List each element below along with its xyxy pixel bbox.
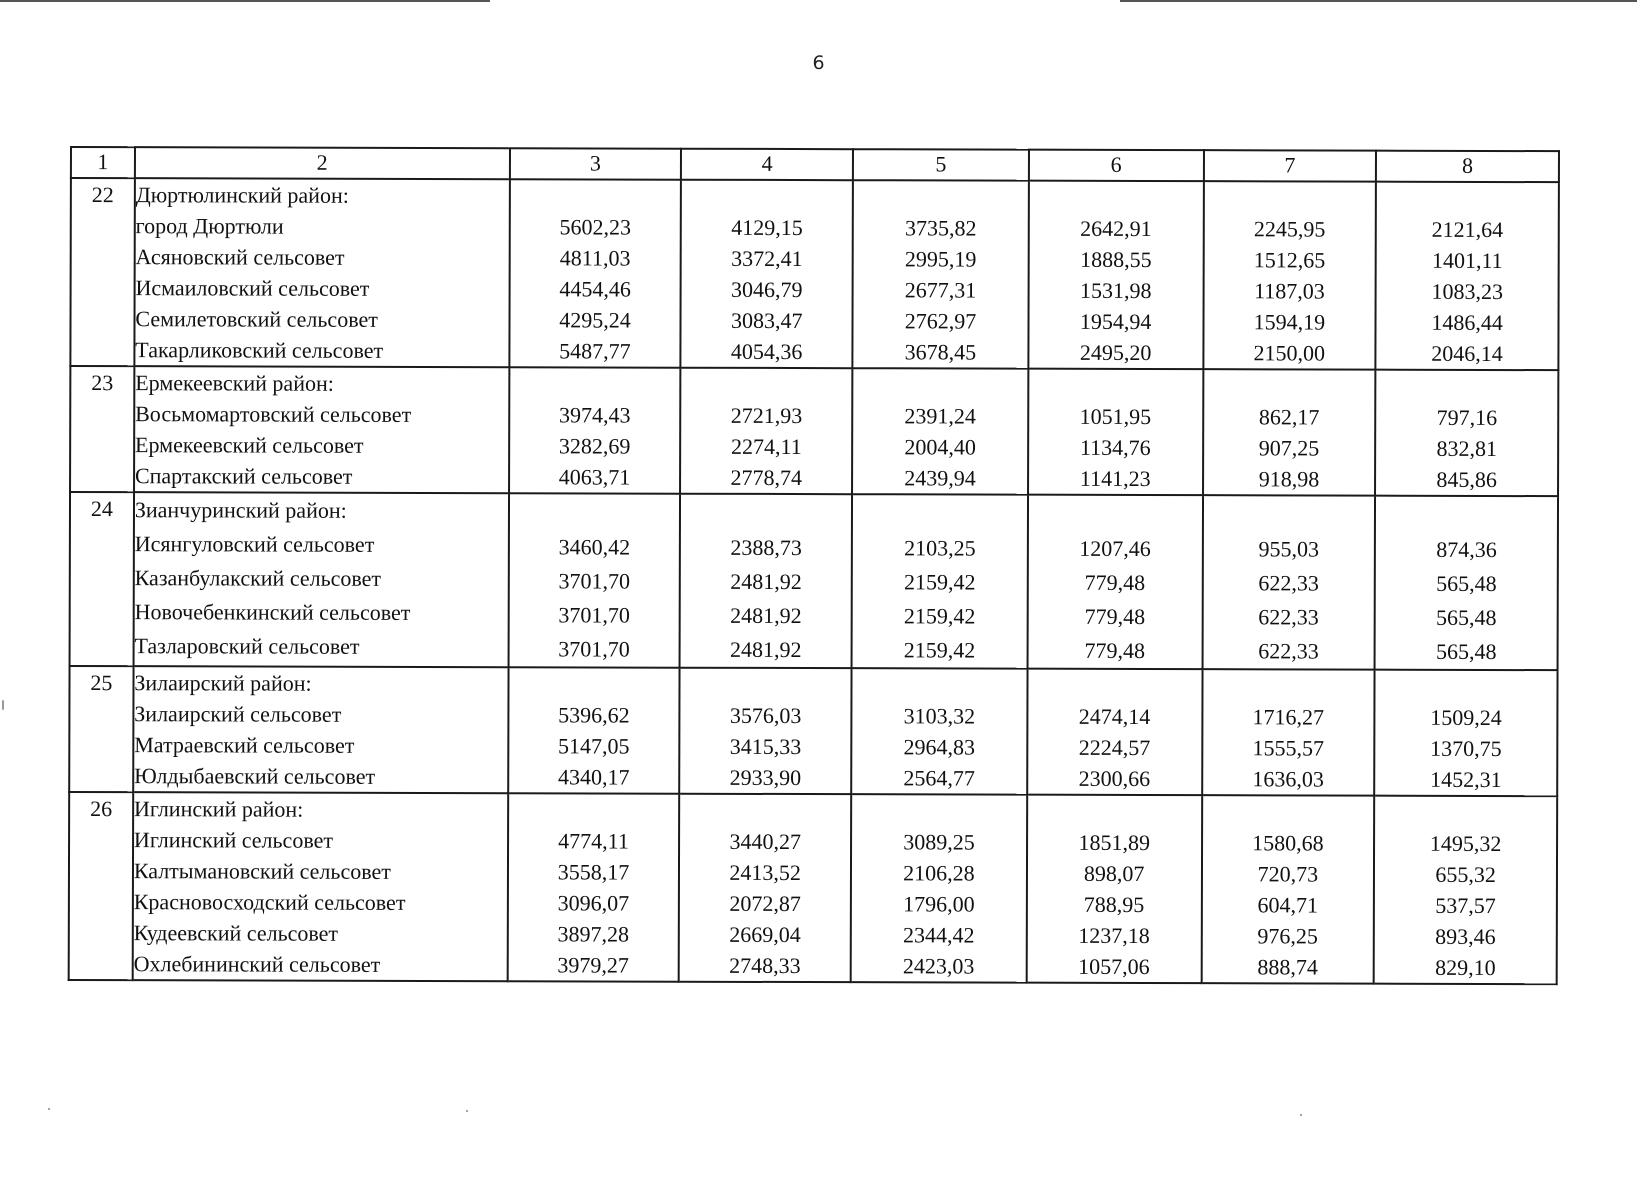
value: 565,48 <box>1436 604 1497 630</box>
value: 5396,62 <box>558 702 630 728</box>
value: 2778,74 <box>730 464 803 491</box>
value: 1495,32 <box>1429 830 1502 856</box>
row-number: 26 <box>69 792 133 980</box>
value: 1954,94 <box>1079 308 1152 335</box>
value: 874,36 <box>1436 536 1497 562</box>
column-header: 7 <box>1203 150 1376 181</box>
value: 1083,23 <box>1431 278 1504 305</box>
value: 4811,03 <box>559 245 631 271</box>
value: 1888,55 <box>1080 246 1152 273</box>
value: 5602,23 <box>559 214 632 240</box>
district-group-row <box>70 492 1558 670</box>
value: 918,98 <box>1258 466 1320 492</box>
value: 3089,25 <box>903 829 975 855</box>
column-header: 6 <box>1029 150 1204 181</box>
value: 862,17 <box>1258 404 1320 430</box>
value-cell-col-8 <box>1374 796 1557 985</box>
value-cell-col-7 <box>1201 795 1374 983</box>
value: 1051,95 <box>1079 403 1152 430</box>
value: 829,10 <box>1435 954 1496 980</box>
value: 2388,73 <box>730 534 802 561</box>
value: 3460,42 <box>558 534 631 560</box>
scan-edge-line-left <box>0 0 490 2</box>
value-cell-col-6 <box>1026 795 1201 983</box>
row-number: 25 <box>69 666 133 792</box>
page-number: 6 <box>812 52 825 74</box>
value: 2748,33 <box>729 952 801 979</box>
value-cell-col-4 <box>680 668 852 794</box>
settlement-name: Асяновский сельсовет <box>135 244 345 270</box>
value: 1486,44 <box>1431 309 1503 336</box>
value: 3372,41 <box>731 245 803 272</box>
value: 2150,00 <box>1253 340 1326 366</box>
settlement-name: Калтымановский сельсовет <box>133 858 391 884</box>
value: 3415,33 <box>729 733 802 760</box>
value-cell-col-8 <box>1374 670 1557 797</box>
value: 3096,07 <box>557 890 630 916</box>
value: 1134,76 <box>1079 434 1151 461</box>
value: 4295,24 <box>559 307 631 333</box>
value-cell-col-3 <box>509 367 681 493</box>
column-header: 1 <box>71 147 135 178</box>
value: 1796,00 <box>903 891 975 917</box>
value: 2121,64 <box>1431 216 1504 243</box>
value: 1580,68 <box>1252 830 1324 856</box>
settlement-name: Иглинский сельсовет <box>133 827 334 853</box>
value-cell-col-3 <box>508 667 680 793</box>
value: 1531,98 <box>1079 277 1152 304</box>
settlement-name: Юлдыбаевский сельсовет <box>134 763 376 789</box>
value: 1636,03 <box>1252 766 1324 792</box>
value: 1237,18 <box>1078 922 1150 949</box>
value: 622,33 <box>1258 638 1319 664</box>
value: 2344,42 <box>902 922 975 948</box>
value: 537,57 <box>1435 892 1496 918</box>
column-header: 3 <box>510 148 682 179</box>
value: 1594,19 <box>1253 309 1326 335</box>
district-group-row <box>70 366 1558 496</box>
value: 3046,79 <box>731 276 803 303</box>
settlement-name: Охлебининский сельсовет <box>133 951 381 977</box>
value: 2413,52 <box>729 859 801 886</box>
value: 2642,91 <box>1080 215 1152 242</box>
settlement-name: Исмаиловский сельсовет <box>135 275 370 301</box>
settlement-name: Красновосходский сельсовет <box>133 889 406 915</box>
value: 2224,57 <box>1078 734 1151 761</box>
names-cell <box>133 792 508 981</box>
value: 3576,03 <box>729 702 802 729</box>
district-group-row <box>69 666 1557 796</box>
data-table <box>68 146 1560 985</box>
value: 3083,47 <box>730 307 803 334</box>
scan-speck <box>1300 1114 1302 1116</box>
value: 2004,40 <box>904 434 976 460</box>
value: 888,74 <box>1257 954 1318 980</box>
names-cell <box>133 492 508 667</box>
value: 622,33 <box>1258 570 1319 596</box>
value: 1370,75 <box>1430 735 1502 762</box>
value: 720,73 <box>1257 861 1319 887</box>
value: 797,16 <box>1436 404 1498 430</box>
value: 565,48 <box>1436 570 1497 596</box>
value: 2474,14 <box>1078 703 1151 730</box>
scan-speck <box>2 700 4 710</box>
settlement-name: Семилетовский сельсовет <box>135 306 378 332</box>
value: 1141,23 <box>1079 465 1151 492</box>
value: 622,33 <box>1258 604 1319 630</box>
settlement-name: Восьмомартовский сельсовет <box>135 401 412 427</box>
header-row <box>71 147 1559 182</box>
value: 907,25 <box>1258 435 1320 461</box>
value-cell-col-7 <box>1202 669 1375 795</box>
value-cell-col-3 <box>509 179 681 367</box>
settlement-name: город Дюртюли <box>135 213 284 239</box>
row-number: 24 <box>70 492 134 666</box>
scan-speck <box>48 1108 50 1110</box>
value-cell-col-6 <box>1028 181 1203 369</box>
names-cell <box>134 366 509 493</box>
value-cell-col-8 <box>1375 370 1558 497</box>
value: 893,46 <box>1435 923 1496 949</box>
settlement-name: Такарликовский сельсовет <box>135 337 384 363</box>
value: 4454,46 <box>559 276 631 302</box>
value-cell-col-5 <box>852 494 1028 668</box>
value: 3103,32 <box>903 703 976 729</box>
settlement-name: Зилаирский сельсовет <box>134 701 342 727</box>
value: 2300,66 <box>1078 765 1151 792</box>
value: 2964,83 <box>903 734 976 760</box>
value-cell-col-3 <box>508 493 680 667</box>
value: 2046,14 <box>1431 340 1503 367</box>
value: 4054,36 <box>730 338 803 365</box>
value: 898,07 <box>1083 860 1145 887</box>
value: 3701,70 <box>558 602 630 628</box>
value: 955,03 <box>1258 536 1320 562</box>
value: 2481,92 <box>730 636 802 663</box>
column-header: 5 <box>853 149 1029 180</box>
value: 2762,97 <box>904 308 977 334</box>
district-title: Зилаирский район: <box>134 670 312 696</box>
value: 3897,28 <box>557 921 630 947</box>
value: 3979,27 <box>557 952 629 978</box>
value: 3701,70 <box>558 636 630 662</box>
settlement-name: Кудеевский сельсовет <box>133 920 339 946</box>
value: 655,32 <box>1435 861 1496 887</box>
district-group-row <box>69 792 1558 984</box>
table-body <box>69 178 1559 984</box>
value-cell-col-6 <box>1028 369 1203 495</box>
value: 2159,42 <box>903 603 976 629</box>
value-cell-col-5 <box>852 368 1028 494</box>
value: 2391,24 <box>904 403 976 429</box>
value: 3974,43 <box>558 402 631 428</box>
value: 3558,17 <box>557 859 630 885</box>
value-cell-col-5 <box>851 668 1027 794</box>
value-cell-col-8 <box>1375 496 1558 671</box>
value: 2481,92 <box>730 568 802 595</box>
value: 845,86 <box>1436 466 1497 492</box>
value-cell-col-5 <box>851 794 1027 982</box>
value: 2159,42 <box>903 637 976 663</box>
value: 4129,15 <box>731 214 803 241</box>
value: 4063,71 <box>558 464 631 490</box>
value: 2677,31 <box>904 277 977 303</box>
value: 2995,19 <box>904 246 977 272</box>
value: 1057,06 <box>1078 953 1150 980</box>
value: 2423,03 <box>902 953 975 979</box>
value: 2106,28 <box>903 860 975 886</box>
scan-speck <box>466 1110 468 1112</box>
value-cell-col-6 <box>1027 495 1202 669</box>
value: 1509,24 <box>1430 704 1502 731</box>
value-cell-col-5 <box>852 180 1028 368</box>
settlement-name: Исянгуловский сельсовет <box>134 531 375 557</box>
value: 2439,94 <box>904 465 976 491</box>
value-cell-col-7 <box>1203 181 1376 369</box>
settlement-name: Спартакский сельсовет <box>134 463 353 489</box>
value: 976,25 <box>1257 923 1318 949</box>
value: 3735,82 <box>904 215 977 241</box>
value: 779,48 <box>1084 637 1146 664</box>
value-cell-col-8 <box>1376 182 1559 371</box>
value-cell-col-7 <box>1203 369 1376 495</box>
value: 3701,70 <box>558 568 631 594</box>
value: 832,81 <box>1436 435 1498 461</box>
district-group-row <box>70 178 1559 370</box>
value: 2103,25 <box>904 535 976 561</box>
value-cell-col-4 <box>681 180 853 368</box>
row-number: 22 <box>70 178 134 366</box>
column-header: 8 <box>1376 151 1559 183</box>
scan-edge-line-right <box>1120 0 1637 2</box>
value: 5487,77 <box>559 338 631 364</box>
value-cell-col-3 <box>507 793 679 981</box>
column-header: 2 <box>135 147 510 179</box>
value: 1716,27 <box>1252 704 1325 730</box>
names-cell <box>133 666 508 793</box>
value: 1512,65 <box>1253 247 1326 273</box>
value: 788,95 <box>1083 891 1145 918</box>
value-cell-col-4 <box>680 368 852 494</box>
value: 1187,03 <box>1254 278 1325 304</box>
value: 3282,69 <box>558 433 631 459</box>
value: 779,48 <box>1084 569 1146 596</box>
value: 2245,95 <box>1253 216 1326 242</box>
settlement-name: Ермекеевский сельсовет <box>135 432 364 458</box>
value: 2072,87 <box>729 890 801 917</box>
value-cell-col-7 <box>1202 495 1375 669</box>
district-title: Дюртюлинский район: <box>135 182 349 208</box>
value: 4340,17 <box>557 764 630 790</box>
value: 2495,20 <box>1079 339 1152 366</box>
value: 779,48 <box>1084 603 1146 630</box>
value: 5147,05 <box>558 733 630 759</box>
value: 2564,77 <box>903 765 975 791</box>
district-title: Зианчуринский район: <box>134 497 347 523</box>
names-cell <box>134 178 509 367</box>
value-cell-col-6 <box>1027 669 1202 795</box>
column-header: 4 <box>681 149 853 180</box>
value: 3678,45 <box>904 339 977 365</box>
value: 1555,57 <box>1252 735 1324 761</box>
value: 2159,42 <box>903 569 976 595</box>
value-cell-col-4 <box>680 494 852 668</box>
value-cell-col-4 <box>679 794 851 982</box>
value: 1452,31 <box>1430 766 1502 793</box>
district-title: Ермекеевский район: <box>135 370 334 396</box>
value: 2481,92 <box>730 602 802 629</box>
row-number: 23 <box>70 366 134 492</box>
value: 1207,46 <box>1079 535 1151 562</box>
settlement-name: Новочебенкинский сельсовет <box>134 599 411 625</box>
value: 2274,11 <box>731 433 802 460</box>
value: 2721,93 <box>730 402 803 429</box>
value: 604,71 <box>1257 892 1319 918</box>
value: 1851,89 <box>1078 829 1151 856</box>
settlement-name: Казанбулакский сельсовет <box>134 565 382 591</box>
value: 4774,11 <box>558 828 629 854</box>
value: 1401,11 <box>1431 247 1503 274</box>
value: 2933,90 <box>729 764 802 791</box>
value: 565,48 <box>1435 638 1497 664</box>
settlement-name: Матраевский сельсовет <box>134 732 355 758</box>
value: 2669,04 <box>729 921 801 948</box>
settlement-name: Тазларовский сельсовет <box>134 633 360 659</box>
value: 3440,27 <box>729 828 802 855</box>
district-title: Иглинский район: <box>134 796 304 822</box>
